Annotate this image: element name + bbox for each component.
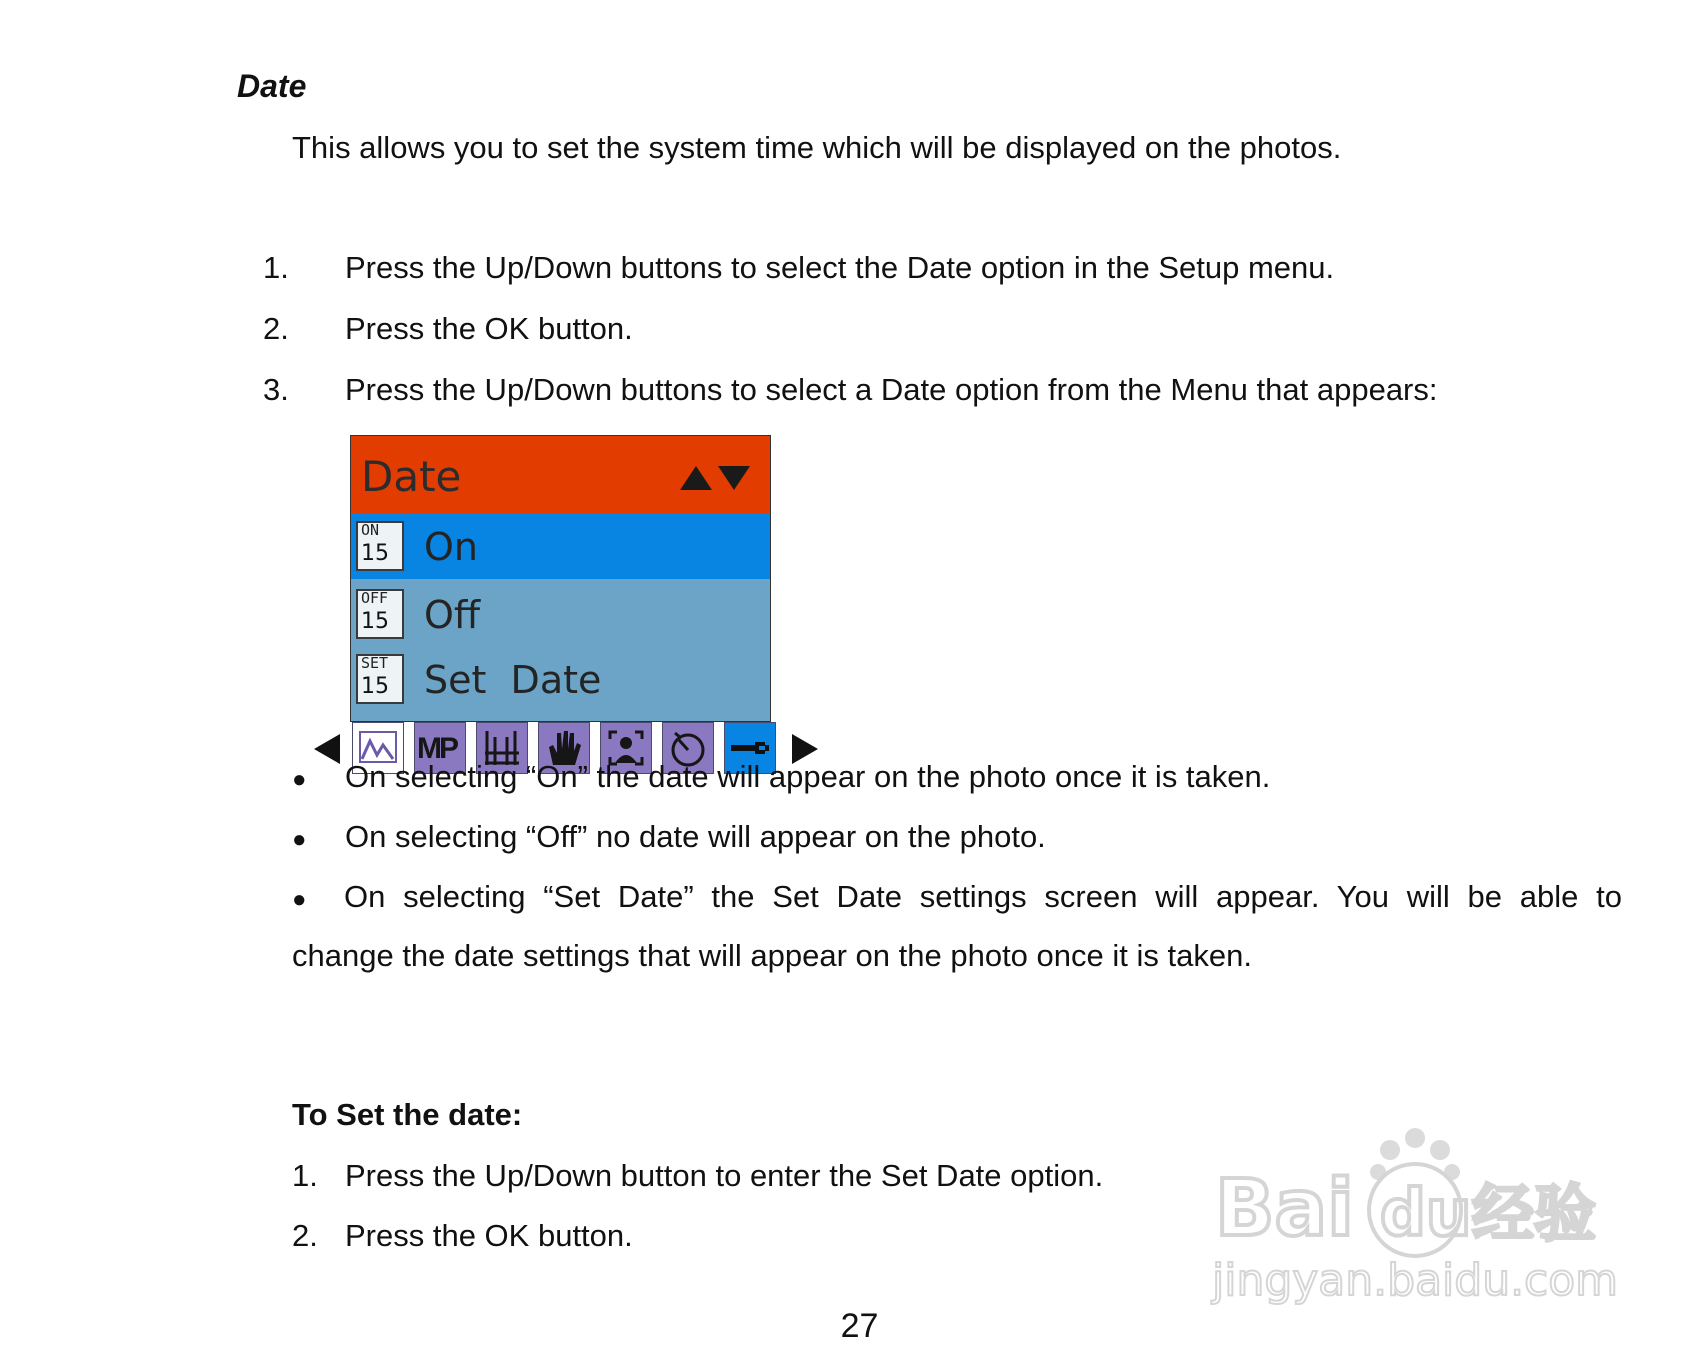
left-arrow-icon[interactable] <box>312 732 342 766</box>
section-heading: Date <box>237 68 307 104</box>
bullet-text-line: On selecting “Set Date” the Set Date settings screen will appear. You will be able to <box>344 879 1622 914</box>
step-text: Press the OK button. <box>345 1218 633 1253</box>
bullet-dot: ● <box>292 766 307 793</box>
bullet-dot: ● <box>292 826 307 853</box>
bullet-text: On selecting “Off” no date will appear on the photo. <box>345 819 1046 854</box>
subheading: To Set the date: <box>292 1097 523 1132</box>
step-text: Press the Up/Down button to enter the Set Date option. <box>345 1158 1104 1193</box>
step-number: 1. <box>292 1158 318 1193</box>
icon-tag: SET <box>361 654 389 672</box>
menu-item-label: Off <box>424 593 481 637</box>
step-number: 3. <box>263 372 289 407</box>
step-number: 1. <box>263 250 289 285</box>
icon-tag: ON <box>361 521 380 539</box>
up-down-arrows-icon <box>678 464 752 497</box>
date-off-icon <box>356 589 404 639</box>
svg-text:Bai: Bai <box>1215 1164 1354 1254</box>
svg-text:du: du <box>1380 1177 1472 1251</box>
bullet-text: On selecting “On” the date will appear on the photo once it is taken. <box>345 759 1271 794</box>
icon-num: 15 <box>361 609 389 634</box>
megapixel-label: MP <box>417 732 456 765</box>
menu-item-set-date[interactable] <box>351 646 770 712</box>
step-text: Press the OK button. <box>345 311 633 346</box>
bullet-paragraph <box>292 879 1622 915</box>
step-text: Press the Up/Down buttons to select a Date option from the Menu that appears: <box>345 372 1438 407</box>
baidu-watermark-logo <box>1210 1110 1630 1315</box>
menu-item-on[interactable] <box>351 513 770 579</box>
step-number: 2. <box>292 1218 318 1253</box>
icon-num: 15 <box>361 674 389 699</box>
bullet-text-continued: change the date settings that will appear on the photo once it is taken. <box>292 938 1252 973</box>
step-number: 2. <box>263 311 289 346</box>
svg-text:经验: 经验 <box>1472 1177 1597 1250</box>
icon-num: 15 <box>361 541 389 566</box>
menu-header <box>351 436 770 513</box>
date-on-icon <box>356 521 404 571</box>
svg-text:jingyan.baidu.com: jingyan.baidu.com <box>1212 1255 1619 1306</box>
bullet-dot: ● <box>292 886 307 913</box>
page-number: 27 <box>840 1307 879 1345</box>
intro-paragraph: This allows you to set the system time which will be displayed on the photos. <box>292 130 1342 165</box>
camera-date-menu <box>350 435 771 722</box>
date-set-icon <box>356 654 404 704</box>
menu-item-off[interactable] <box>351 581 770 647</box>
menu-item-label: Set Date <box>424 658 602 702</box>
icon-tag: OFF <box>361 589 389 607</box>
step-text: Press the Up/Down buttons to select the Date option in the Setup menu. <box>345 250 1335 285</box>
menu-title: Date <box>361 452 462 501</box>
menu-item-label: On <box>424 525 478 569</box>
